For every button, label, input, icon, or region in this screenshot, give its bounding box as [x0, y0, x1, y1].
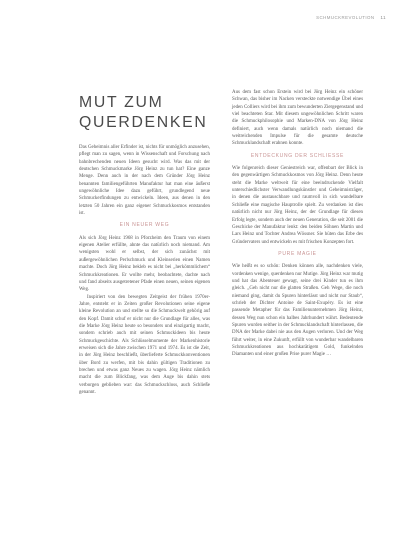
running-title: SCHMUCKREVOLUTION: [316, 15, 375, 20]
subhead-ein-neuer-weg: EIN NEUER WEG: [119, 222, 170, 229]
right-column: [232, 89, 363, 359]
body-paragraph: Als sich Jörg Heinz 1968 in Pforzheim den Traum von einem eigenen Atelier erfüllte, ahnte das natürlich noch niemand. Am wenigsten wohl er selbst, der sich zunächst mit außergewöhnlichen Perlschmuck und Kleinserien einen Namen machte. Doch Jörg Heinz bekleb es nicht bei „herkömmlichem“ Schmuckkreationen. Er wollte mehr, beobachtete, dachte nach und fand abseits ausgetretener Pfade einen neuen, seinen eigenen Weg.: [79, 235, 210, 293]
page-number: 11: [380, 15, 386, 20]
body-paragraph: Wie heißt es so schön: Denken können alle, nachdenken viele, vordenken wenige, querdenken nur Mutige. Jörg Heinz war mutig und hat das Abenteuer gewagt, seine drei Kinder tun es ihm gleich. „Geh nicht nur die glatten Straßen. Geh Wege, die noch niemand ging, damit du Spuren hinterlässt und nicht nur Staub“, schrieb der Dichter Antoine de Saint-Exupéry. Es ist eine passende Metapher für das Familienunternehmen Jörg Heinz, dessen Weg nun schon ein halbes Jahrhundert währt. Bedeutende Spuren wurden seither in der Schmucklandschaft hinterlassen, die DNA der Marke dabei nie aus den Augen verloren. Und der Weg führt weiter, in eine Zukunft, erfüllt von wunderbar wandelbaren Schmuckkreationen aus hochkarätigem Gold, funkelnden Diamanten und einer großen Prise purer Magie …: [232, 264, 363, 358]
subhead-entdeckung-der-schliesse: ENTDECKUNG DER SCHLIESSE: [250, 152, 345, 159]
intro-paragraph: Das Geheimnis aller Erfinder ist, nichts für unmöglich anzusehen, pflegt man zu sagen, wenn in Wissenschaft und Forschung nach bahnbrechenden neuen Ideen gesucht wird. Was das mit der deutschen Schmuckmarke Jörg Heinz zu tun hat? Eine ganze Menge. Denn auch in der nach dem Gründer Jörg Heinz benannten familiengeführten Manufaktur hat man eine äußerst ungewöhnliche Idee dazu geführt, grundlegend neue Schmuckerfindungen zu entwickeln. Ideen, aus denen in den letzten 50 Jahren ein ganz eigener Schmuckkosmos entstanden ist.: [79, 145, 210, 217]
article-title-line2: QUERDENKEN: [79, 113, 208, 131]
article-title: [79, 93, 219, 132]
subhead-pure-magie: PURE MAGIE: [278, 250, 317, 257]
running-head: [316, 15, 386, 20]
article-title-line1: MUT ZUM: [79, 94, 164, 111]
body-paragraph: Aus dem fast schon Erstein wird bei Jörg Heinz ein schöner Schwan, das bisher im Nacken versteckte notwendige Übel eines jeden Colliers wird bei ihm zum bewunderten Ziergegenstand und viel beachteten Star. Mit diesem ungewöhnlichen Schritt waren die Schmuckphilosophie und Marken-DNA von Jörg Heinz definiert, auch wenn damals natürlich noch niemand die weitreichenden Impulse für die gesamte deutsche Schmucklandschaft erahnen konnte.: [232, 90, 363, 147]
left-column: [79, 144, 210, 396]
body-paragraph: Inspiriert von den bewegten Zeitgeist der frühen 1970er-Jahre, entsteht er in Zeiten großer Revolutionen seine eigene kleine Revolution an und stellte so die Schmuckwelt gehörig auf den Kopf. Damit schuf er nicht nur die Grundlage für alles, was die Marke Jörg Heinz heute so besonders und einzigartig macht, sondern schrieb auch mit seinen Schmuckideen bis heute Schmuckgeschichte. Als Schlüsselmomente der Markenhistorie erweisen sich die Jahre zwischen 1971 und 1974. Es ist die Zeit, in der Jörg Heinz beschließt, überlieferte Schmuckkonventionen über Bord zu werfen, mit bis dahin gültigen Traditionen zu brechen und etwas ganz Neues zu wagen. Jörg Heinz nämlich macht die zum Blickfang, was dem Auge bis dahin stets verborgen geblieben war: das Schmuckschloss, auch Schließe genannt.: [79, 294, 210, 395]
body-paragraph: Wie folgenreich dieser Geniestreich war, offenbart der Blick in den gegenwärtigen Schmuckkosmos von Jörg Heinz. Denn heute steht die Marke weltweit für eine beeindruckende Vielfalt unterschiedlichster Verwandlungskünstler und Geheimnisträger, in denen die austauschbare und raumvoll in sich wandelbare Schließe eine magische Hauptrolle spielt. Zu verdanken ist dies natürlich nicht nur Jörg Heinz, der der Grundlage für diesen Erfolg legte, sondern auch der neuen Generation, die seit 2001 die Geschicke der Manufaktur lenkt: den beiden Söhnen Martin und Lars Heinz und Tochter Andrea Wössner. Sie hüten das Erbe des Gründervaters und entwickeln es mit frischen Konzepten fort.: [232, 166, 363, 245]
